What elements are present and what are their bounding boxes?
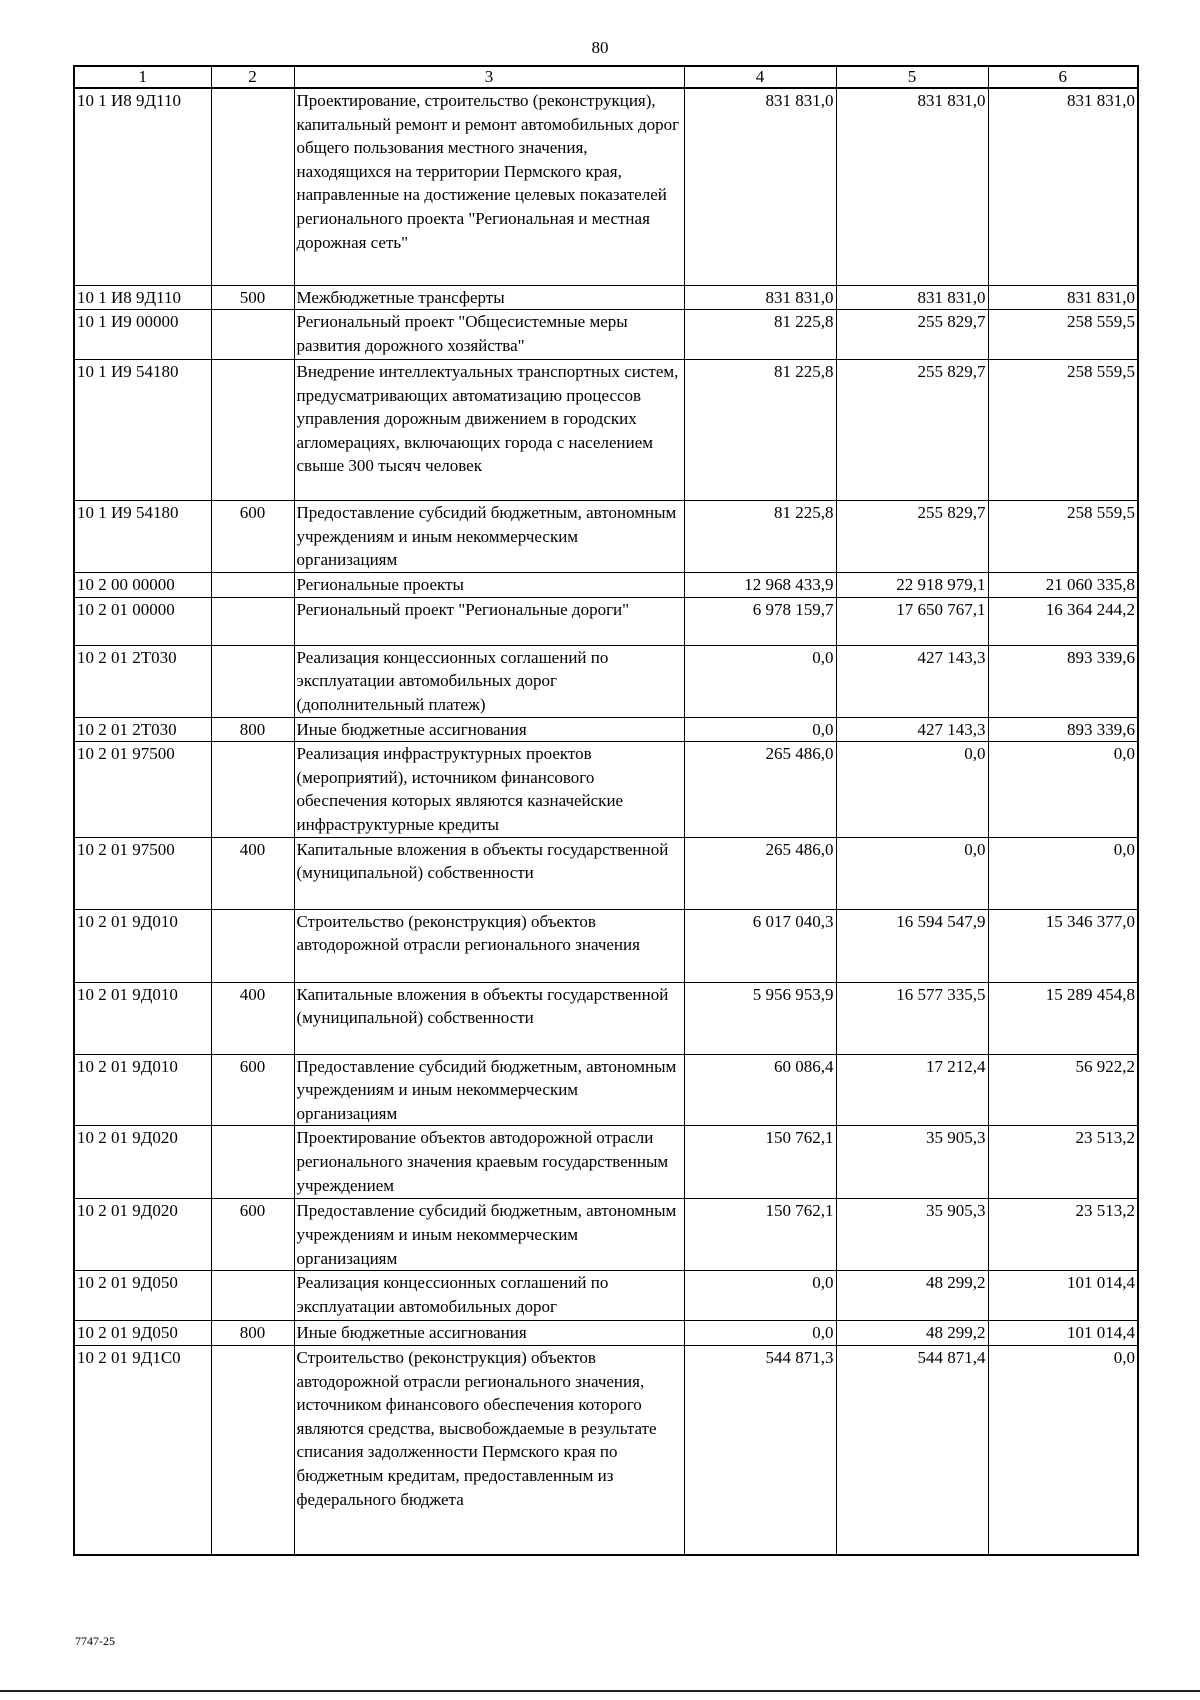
item-name-cell: Предоставление субсидий бюджетным, автономным учреждениям и иным некоммерческим организациям: [294, 1054, 684, 1126]
amount-col-6-cell: 101 014,4: [988, 1321, 1138, 1346]
amount-col-4-cell: 81 225,8: [684, 310, 836, 360]
header-col-4: 4: [684, 66, 836, 88]
item-name-cell: Строительство (реконструкция) объектов автодорожной отрасли регионального значения: [294, 909, 684, 982]
amount-col-5-cell: 35 905,3: [836, 1126, 988, 1199]
amount-col-4-cell: 5 956 953,9: [684, 982, 836, 1054]
expense-type-cell: [211, 360, 294, 501]
item-name-cell: Иные бюджетные ассигнования: [294, 717, 684, 742]
amount-col-5-cell: 0,0: [836, 837, 988, 909]
expense-type-cell: [211, 1346, 294, 1555]
amount-col-6-cell: 0,0: [988, 1346, 1138, 1555]
amount-col-6-cell: 893 339,6: [988, 717, 1138, 742]
amount-col-6-cell: 0,0: [988, 837, 1138, 909]
amount-col-4-cell: 831 831,0: [684, 88, 836, 285]
amount-col-5-cell: 48 299,2: [836, 1321, 988, 1346]
amount-col-4-cell: 60 086,4: [684, 1054, 836, 1126]
target-code-cell: 10 1 И9 00000: [74, 310, 211, 360]
amount-col-6-cell: 15 289 454,8: [988, 982, 1138, 1054]
amount-col-6-cell: 258 559,5: [988, 360, 1138, 501]
table-row: [74, 310, 1138, 360]
amount-col-5-cell: 831 831,0: [836, 88, 988, 285]
amount-col-5-cell: 16 577 335,5: [836, 982, 988, 1054]
expense-type-cell: 800: [211, 1321, 294, 1346]
target-code-cell: 10 2 01 9Д020: [74, 1126, 211, 1199]
amount-col-5-cell: 0,0: [836, 742, 988, 837]
target-code-cell: 10 1 И9 54180: [74, 501, 211, 573]
expense-type-cell: [211, 573, 294, 598]
amount-col-6-cell: 23 513,2: [988, 1199, 1138, 1271]
amount-col-6-cell: 831 831,0: [988, 88, 1138, 285]
expense-type-cell: 600: [211, 1054, 294, 1126]
target-code-cell: 10 2 00 00000: [74, 573, 211, 598]
target-code-cell: 10 2 01 2Т030: [74, 717, 211, 742]
expense-type-cell: 600: [211, 1199, 294, 1271]
table-row: [74, 360, 1138, 501]
target-code-cell: 10 2 01 97500: [74, 742, 211, 837]
target-code-cell: 10 2 01 9Д050: [74, 1321, 211, 1346]
item-name-cell: Реализация концессионных соглашений по эксплуатации автомобильных дорог: [294, 1271, 684, 1321]
item-name-cell: Капитальные вложения в объекты государственной (муниципальной) собственности: [294, 837, 684, 909]
table-row: [74, 742, 1138, 837]
table-row: [74, 573, 1138, 598]
amount-col-5-cell: 17 650 767,1: [836, 597, 988, 645]
amount-col-6-cell: 56 922,2: [988, 1054, 1138, 1126]
amount-col-6-cell: 258 559,5: [988, 501, 1138, 573]
expense-type-cell: 800: [211, 717, 294, 742]
header-col-1: 1: [74, 66, 211, 88]
header-col-2: 2: [211, 66, 294, 88]
amount-col-5-cell: 17 212,4: [836, 1054, 988, 1126]
target-code-cell: 10 2 01 9Д010: [74, 982, 211, 1054]
table-row: [74, 717, 1138, 742]
amount-col-5-cell: 22 918 979,1: [836, 573, 988, 598]
budget-table: [73, 65, 1139, 1556]
table-row: [74, 909, 1138, 982]
amount-col-4-cell: 265 486,0: [684, 837, 836, 909]
expense-type-cell: 400: [211, 982, 294, 1054]
item-name-cell: Реализация инфраструктурных проектов (мероприятий), источником финансового обеспечения которых являются казначейские инфраструктурные кредиты: [294, 742, 684, 837]
amount-col-5-cell: 544 871,4: [836, 1346, 988, 1555]
target-code-cell: 10 2 01 9Д010: [74, 909, 211, 982]
amount-col-6-cell: 101 014,4: [988, 1271, 1138, 1321]
target-code-cell: 10 1 И9 54180: [74, 360, 211, 501]
amount-col-6-cell: 831 831,0: [988, 285, 1138, 310]
table-row: [74, 1126, 1138, 1199]
amount-col-4-cell: 12 968 433,9: [684, 573, 836, 598]
amount-col-4-cell: 0,0: [684, 717, 836, 742]
amount-col-6-cell: 16 364 244,2: [988, 597, 1138, 645]
target-code-cell: 10 1 И8 9Д110: [74, 88, 211, 285]
target-code-cell: 10 1 И8 9Д110: [74, 285, 211, 310]
expense-type-cell: [211, 645, 294, 717]
table-row: [74, 645, 1138, 717]
table-row: [74, 1199, 1138, 1271]
table-row: [74, 1271, 1138, 1321]
amount-col-5-cell: 831 831,0: [836, 285, 988, 310]
target-code-cell: 10 2 01 9Д1С0: [74, 1346, 211, 1555]
amount-col-6-cell: 0,0: [988, 742, 1138, 837]
table-row: [74, 501, 1138, 573]
table-row: [74, 1321, 1138, 1346]
item-name-cell: Межбюджетные трансферты: [294, 285, 684, 310]
table-body: [74, 88, 1138, 1555]
expense-type-cell: 400: [211, 837, 294, 909]
amount-col-5-cell: 35 905,3: [836, 1199, 988, 1271]
target-code-cell: 10 2 01 9Д010: [74, 1054, 211, 1126]
expense-type-cell: [211, 88, 294, 285]
amount-col-4-cell: 0,0: [684, 645, 836, 717]
amount-col-4-cell: 81 225,8: [684, 501, 836, 573]
expense-type-cell: [211, 742, 294, 837]
table-row: [74, 597, 1138, 645]
amount-col-5-cell: 427 143,3: [836, 645, 988, 717]
expense-type-cell: 500: [211, 285, 294, 310]
expense-type-cell: [211, 909, 294, 982]
target-code-cell: 10 2 01 9Д050: [74, 1271, 211, 1321]
item-name-cell: Региональный проект "Региональные дороги": [294, 597, 684, 645]
amount-col-6-cell: 15 346 377,0: [988, 909, 1138, 982]
amount-col-6-cell: 258 559,5: [988, 310, 1138, 360]
amount-col-5-cell: 48 299,2: [836, 1271, 988, 1321]
amount-col-4-cell: 0,0: [684, 1271, 836, 1321]
item-name-cell: Внедрение интеллектуальных транспортных систем, предусматривающих автоматизацию процессов управления дорожным движением в городских агломерациях, включающих города с населением свыше 300 тысяч человек: [294, 360, 684, 501]
item-name-cell: Строительство (реконструкция) объектов автодорожной отрасли регионального значения, источником финансового обеспечения которого являются средства, высвобождаемые в результате списания задолженности Пермского края по бюджетным кредитам, предоставленным из федерального бюджета: [294, 1346, 684, 1555]
page-number: 80: [591, 38, 609, 57]
amount-col-6-cell: 21 060 335,8: [988, 573, 1138, 598]
amount-col-4-cell: 544 871,3: [684, 1346, 836, 1555]
table-row: [74, 837, 1138, 909]
table-row: [74, 982, 1138, 1054]
expense-type-cell: [211, 597, 294, 645]
target-code-cell: 10 2 01 2Т030: [74, 645, 211, 717]
amount-col-4-cell: 6 017 040,3: [684, 909, 836, 982]
table-row: [74, 1054, 1138, 1126]
amount-col-4-cell: 6 978 159,7: [684, 597, 836, 645]
amount-col-6-cell: 23 513,2: [988, 1126, 1138, 1199]
expense-type-cell: [211, 310, 294, 360]
table-row: [74, 88, 1138, 285]
item-name-cell: Реализация концессионных соглашений по эксплуатации автомобильных дорог (дополнительный платеж): [294, 645, 684, 717]
header-row: [74, 66, 1138, 88]
amount-col-5-cell: 427 143,3: [836, 717, 988, 742]
header-col-6: 6: [988, 66, 1138, 88]
item-name-cell: Иные бюджетные ассигнования: [294, 1321, 684, 1346]
amount-col-4-cell: 831 831,0: [684, 285, 836, 310]
amount-col-4-cell: 150 762,1: [684, 1199, 836, 1271]
scan-edge-line: [0, 1690, 1200, 1692]
amount-col-6-cell: 893 339,6: [988, 645, 1138, 717]
amount-col-4-cell: 81 225,8: [684, 360, 836, 501]
expense-type-cell: [211, 1126, 294, 1199]
item-name-cell: Предоставление субсидий бюджетным, автономным учреждениям и иным некоммерческим организациям: [294, 501, 684, 573]
amount-col-5-cell: 16 594 547,9: [836, 909, 988, 982]
header-col-3: 3: [294, 66, 684, 88]
amount-col-4-cell: 265 486,0: [684, 742, 836, 837]
amount-col-4-cell: 150 762,1: [684, 1126, 836, 1199]
header-col-5: 5: [836, 66, 988, 88]
target-code-cell: 10 2 01 9Д020: [74, 1199, 211, 1271]
item-name-cell: Капитальные вложения в объекты государственной (муниципальной) собственности: [294, 982, 684, 1054]
item-name-cell: Проектирование, строительство (реконструкция), капитальный ремонт и ремонт автомобильных дорог общего пользования местного значения, находящихся на территории Пермского края, направленные на достижение целевых показателей регионального проекта "Региональная и местная дорожная сеть": [294, 88, 684, 285]
amount-col-5-cell: 255 829,7: [836, 310, 988, 360]
expense-type-cell: 600: [211, 501, 294, 573]
table-header: [74, 66, 1138, 88]
table-row: [74, 285, 1138, 310]
amount-col-5-cell: 255 829,7: [836, 360, 988, 501]
expense-type-cell: [211, 1271, 294, 1321]
document-code: 7747-25: [75, 1634, 115, 1648]
amount-col-4-cell: 0,0: [684, 1321, 836, 1346]
table-row: [74, 1346, 1138, 1555]
target-code-cell: 10 2 01 97500: [74, 837, 211, 909]
amount-col-5-cell: 255 829,7: [836, 501, 988, 573]
item-name-cell: Предоставление субсидий бюджетным, автономным учреждениям и иным некоммерческим организациям: [294, 1199, 684, 1271]
item-name-cell: Проектирование объектов автодорожной отрасли регионального значения краевым государственным учреждением: [294, 1126, 684, 1199]
item-name-cell: Региональный проект "Общесистемные меры развития дорожного хозяйства": [294, 310, 684, 360]
target-code-cell: 10 2 01 00000: [74, 597, 211, 645]
item-name-cell: Региональные проекты: [294, 573, 684, 598]
